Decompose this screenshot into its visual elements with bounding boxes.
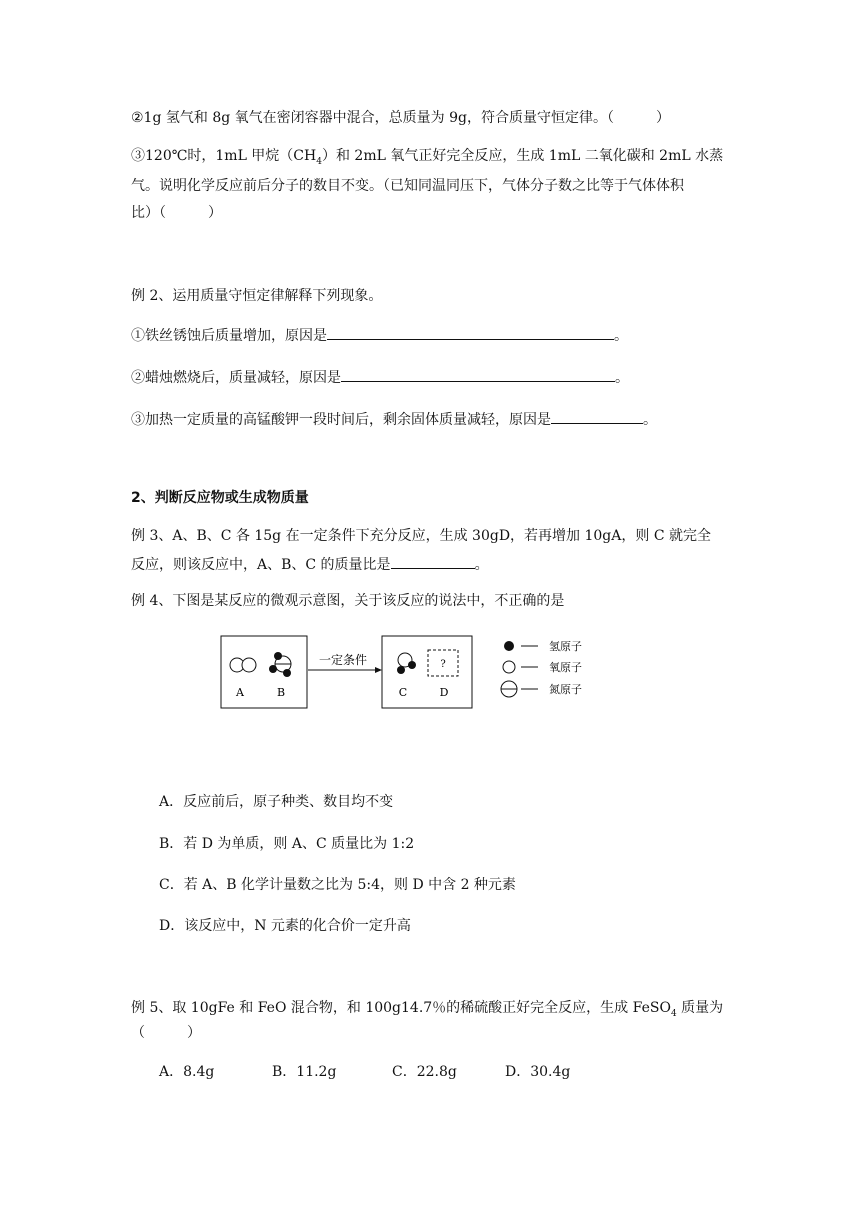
option-a: A．反应前后，原子种类、数目均不变 [159,794,394,810]
option-b: B．若 D 为单质，则 A、C 质量比为 1:2 [159,836,415,852]
hydrogen-atom-icon [274,652,282,660]
example-5-line-1: 例 5、取 10gFe 和 FeO 混合物，和 100g14.7％的稀硫酸正好完全反应，生成 FeSO$_4$ 质量为 [131,1000,724,1019]
label-a: A [236,686,244,699]
example-3-line-2: 反应，则该反应中，A、B、C 的质量比是 。 [131,554,489,575]
ex5-option-d: D．30.4g [505,1064,571,1080]
example-2-title: 例 2、运用质量守恒定律解释下列现象。 [131,288,383,304]
ex5-option-b: B．11.2g [272,1064,337,1080]
question-3-line-3: 比）（ ） [131,205,222,221]
answer-blank[interactable] [327,325,614,340]
label-d: D [439,686,449,699]
legend-oxygen-icon [503,661,515,673]
question-3-line-2: 气。说明化学反应前后分子的数目不变。（已知同温同压下，气体分子数之比等于气体体积 [131,178,684,194]
legend-nitrogen: 氮原子 [549,683,582,696]
answer-blank[interactable] [341,367,615,382]
oxygen-atom-icon [242,658,256,672]
hydrogen-atom-icon [269,665,277,673]
unknown-mark: ? [440,659,446,670]
hydrogen-atom-icon [408,661,416,669]
label-b: B [276,686,286,699]
example-2-item-3: ③加热一定质量的高锰酸钾一段时间后，剩余固体质量减轻，原因是 。 [131,409,657,430]
option-c: C．若 A、B 化学计量数之比为 5:4，则 D 中含 2 种元素 [159,877,516,893]
reactants-box [221,636,307,708]
section-heading: 2、判断反应物或生成物质量 [131,490,309,506]
example-5-line-2: （ ） [131,1025,201,1041]
example-3-line-1: 例 3、A、B、C 各 15g 在一定条件下充分反应，生成 30gD，若再增加 10gA，则 C 就完全 [131,528,711,544]
option-d: D．该反应中，N 元素的化合价一定升高 [159,918,411,934]
answer-blank[interactable] [551,409,643,424]
legend-oxygen: 氧原子 [549,661,582,674]
example-2-item-2: ②蜡烛燃烧后，质量减轻，原因是 。 [131,367,629,388]
hydrogen-atom-icon [397,666,405,674]
ex5-option-c: C．22.8g [392,1064,457,1080]
answer-blank[interactable] [391,554,475,569]
ex5-option-a: A．8.4g [159,1064,215,1080]
hydrogen-atom-icon [283,669,291,677]
legend-hydrogen-icon [504,641,514,651]
reaction-diagram [220,634,600,714]
arrow-condition: 一定条件 [318,653,368,667]
question-2: ②1g 氢气和 8g 氧气在密闭容器中混合，总质量为 9g，符合质量守恒定律。（ ） [131,110,670,126]
example-2-item-1: ①铁丝锈蚀后质量增加，原因是 。 [131,325,628,346]
legend-hydrogen: 氢原子 [549,640,582,653]
example-4-title: 例 4、下图是某反应的微观示意图，关于该反应的说法中，不正确的是 [131,593,565,609]
label-c: C [398,686,408,699]
question-3-line-1: ③120℃时，1mL 甲烷$(CH_4)$和 2mL 氧气正好完全反应，生成 1mL 二氧化碳和 2mL 水蒸 [131,148,724,167]
